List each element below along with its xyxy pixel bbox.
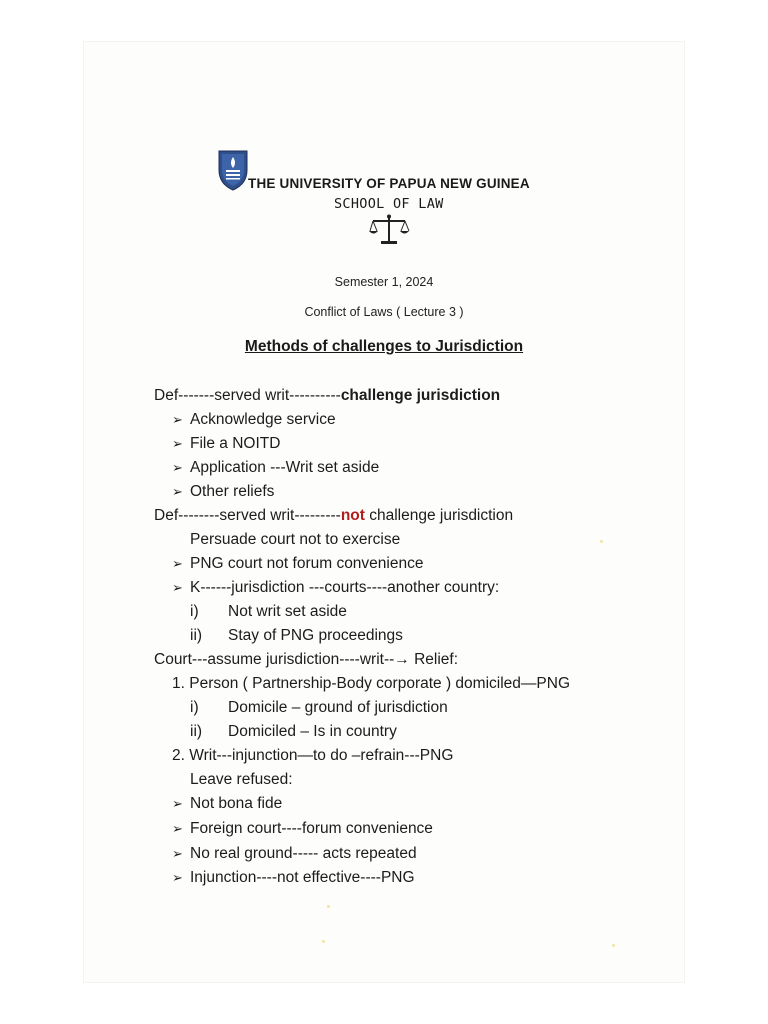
list-item — [172, 844, 417, 864]
sub-list-number: ii) — [190, 723, 203, 740]
semester-label: Semester 1, 2024 — [334, 275, 434, 289]
section3-heading — [154, 650, 458, 670]
arrowhead-bullet-icon: ➢ — [172, 580, 183, 595]
sub-list-item — [190, 698, 448, 718]
leave-refused-label: Leave refused: — [190, 771, 293, 788]
sub-list-text: Stay of PNG proceedings — [228, 627, 403, 644]
arrowhead-bullet-icon: ➢ — [172, 460, 183, 475]
scan-speck — [322, 940, 325, 943]
section2-subheading: Persuade court not to exercise — [190, 531, 401, 548]
list-item-text: Foreign court----forum convenience — [190, 820, 433, 837]
section3-heading-prefix: Court---assume jurisdiction----writ-- — [154, 651, 395, 668]
arrowhead-bullet-icon: ➢ — [172, 556, 183, 571]
university-crest-icon — [216, 148, 250, 192]
list-item — [172, 482, 274, 502]
section2-heading-suffix: challenge jurisdiction — [364, 507, 514, 524]
list-item-text: Not bona fide — [190, 795, 283, 812]
section2-heading-prefix: Def--------served writ--------- — [154, 507, 341, 524]
sub-list-number: i) — [190, 699, 199, 716]
scan-speck — [327, 905, 330, 908]
list-item — [172, 434, 280, 454]
document-title: Methods of challenges to Jurisdiction — [244, 338, 524, 355]
sub-list-number: i) — [190, 603, 199, 620]
scan-speck — [612, 944, 615, 947]
list-item — [172, 578, 499, 598]
course-label: Conflict of Laws ( Lecture 3 ) — [304, 305, 464, 319]
right-arrow-icon: → — [394, 651, 410, 668]
sub-list-text: Domiciled – Is in country — [228, 723, 397, 740]
arrowhead-bullet-icon: ➢ — [172, 796, 183, 811]
list-item — [172, 868, 415, 888]
list-item-text: Other reliefs — [190, 483, 275, 500]
list-item — [172, 794, 282, 814]
list-item-text: Application ---Writ set aside — [190, 459, 380, 476]
sub-list-text: Domicile – ground of jurisdiction — [228, 699, 448, 716]
section1-heading-emphasis: challenge jurisdiction — [340, 387, 501, 404]
list-item — [172, 819, 433, 839]
list-item-text: PNG court not forum convenience — [190, 555, 424, 572]
section2-heading-not: not — [340, 507, 365, 524]
list-item-text: No real ground----- acts repeated — [190, 845, 417, 862]
arrowhead-bullet-icon: ➢ — [172, 870, 183, 885]
numbered-item: 2. Writ---injunction—to do –refrain---PNG — [172, 747, 454, 764]
arrowhead-bullet-icon: ➢ — [172, 846, 183, 861]
sub-list-item — [190, 602, 347, 622]
section2-heading — [154, 506, 513, 526]
scan-speck — [600, 540, 603, 543]
arrowhead-bullet-icon: ➢ — [172, 484, 183, 499]
list-item — [172, 458, 379, 478]
sub-list-item — [190, 626, 403, 646]
sub-list-item — [190, 722, 397, 742]
university-name: THE UNIVERSITY OF PAPUA NEW GUINEA — [248, 176, 530, 191]
sub-list-number: ii) — [190, 627, 203, 644]
scales-of-justice-icon — [368, 214, 410, 246]
list-item-text: Acknowledge service — [190, 411, 336, 428]
list-item-text: K------jurisdiction ---courts----another country: — [190, 579, 500, 596]
section1-heading-prefix: Def-------served writ---------- — [154, 387, 341, 404]
school-name: SCHOOL OF LAW — [334, 196, 444, 212]
section1-heading — [154, 386, 500, 406]
list-item-text: File a NOITD — [190, 435, 281, 452]
section3-heading-suffix: Relief: — [409, 651, 459, 668]
list-item — [172, 554, 423, 574]
arrowhead-bullet-icon: ➢ — [172, 412, 183, 427]
list-item-text: Injunction----not effective----PNG — [190, 869, 415, 886]
numbered-item: 1. Person ( Partnership-Body corporate ) domiciled—PNG — [172, 675, 570, 692]
arrowhead-bullet-icon: ➢ — [172, 821, 183, 836]
sub-list-text: Not writ set aside — [228, 603, 347, 620]
arrowhead-bullet-icon: ➢ — [172, 436, 183, 451]
list-item — [172, 410, 336, 430]
